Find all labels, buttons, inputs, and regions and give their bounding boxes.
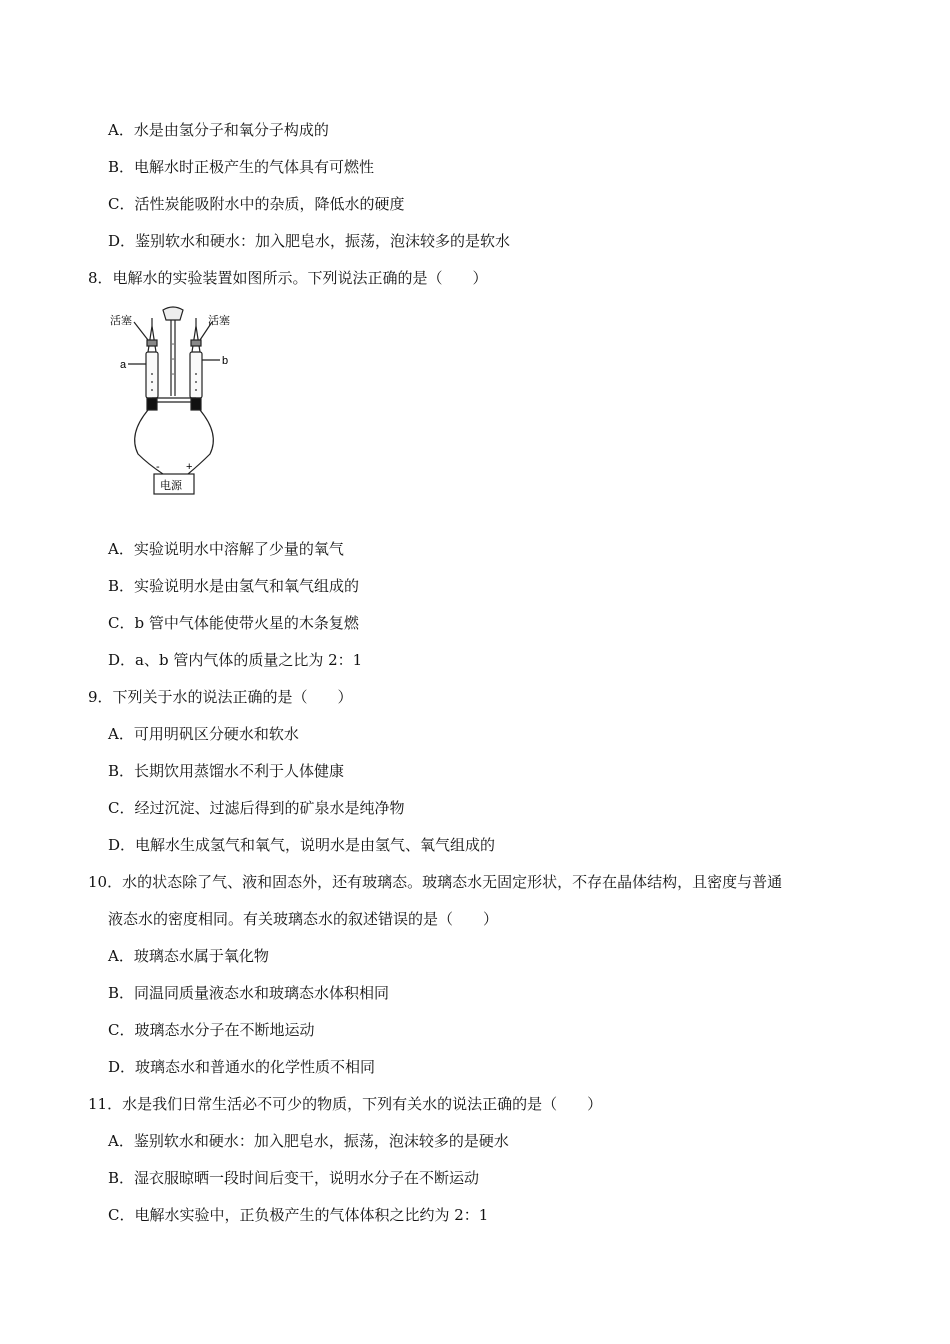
q11-option-c: C．电解水实验中，正负极产生的气体体积之比约为 2：1 (108, 1206, 489, 1224)
electrolysis-apparatus-figure (108, 304, 258, 504)
q11-stem: 11．水是我们日常生活必不可少的物质，下列有关水的说法正确的是（ ） (88, 1095, 603, 1113)
q11-option-b: B．湿衣服晾晒一段时间后变干，说明水分子在不断运动 (108, 1169, 480, 1187)
right-stopcock-label: 活塞 (208, 315, 230, 327)
tube-a-label: a (120, 359, 127, 371)
negative-terminal-label: - (156, 461, 160, 473)
q9-option-b: B．长期饮用蒸馏水不利于人体健康 (108, 762, 345, 780)
q10-option-a: A．玻璃态水属于氧化物 (108, 947, 269, 965)
q7-option-c: C．活性炭能吸附水中的杂质，降低水的硬度 (108, 195, 405, 213)
q11-option-a: A．鉴别软水和硬水：加入肥皂水，振荡，泡沫较多的是硬水 (108, 1132, 509, 1150)
q8-option-a: A．实验说明水中溶解了少量的氧气 (108, 540, 344, 558)
q10-option-d: D．玻璃态水和普通水的化学性质不相同 (108, 1058, 376, 1076)
q8-option-d: D．a、b 管内气体的质量之比为 2：1 (108, 651, 363, 669)
q9-option-a: A．可用明矾区分硬水和软水 (108, 725, 299, 743)
q10-stem-continued: 液态水的密度相同。有关玻璃态水的叙述错误的是（ ） (108, 910, 499, 928)
q8-option-b: B．实验说明水是由氢气和氧气组成的 (108, 577, 360, 595)
q9-option-d: D．电解水生成氢气和氧气，说明水是由氢气、氧气组成的 (108, 836, 496, 854)
q10-option-b: B．同温同质量液态水和玻璃态水体积相同 (108, 984, 390, 1002)
q8-option-c: C．b 管中气体能使带火星的木条复燃 (108, 614, 359, 632)
q10-stem: 10．水的状态除了气、液和固态外，还有玻璃态。玻璃态水无固定形状，不存在晶体结构，且密度与普通 (88, 873, 783, 891)
q10-option-c: C．玻璃态水分子在不断地运动 (108, 1021, 315, 1039)
q7-option-b: B．电解水时正极产生的气体具有可燃性 (108, 158, 375, 176)
tube-b-label: b (222, 355, 229, 367)
q9-option-c: C．经过沉淀、过滤后得到的矿泉水是纯净物 (108, 799, 405, 817)
positive-terminal-label: + (186, 461, 193, 473)
q7-option-d: D．鉴别软水和硬水：加入肥皂水，振荡，泡沫较多的是软水 (108, 232, 511, 250)
power-supply-label: 电源 (160, 480, 182, 492)
q8-stem: 8．电解水的实验装置如图所示。下列说法正确的是（ ） (88, 269, 488, 287)
q7-option-a: A．水是由氢分子和氧分子构成的 (108, 121, 329, 139)
left-stopcock-label: 活塞 (110, 315, 132, 327)
q9-stem: 9．下列关于水的说法正确的是（ ） (88, 688, 353, 706)
